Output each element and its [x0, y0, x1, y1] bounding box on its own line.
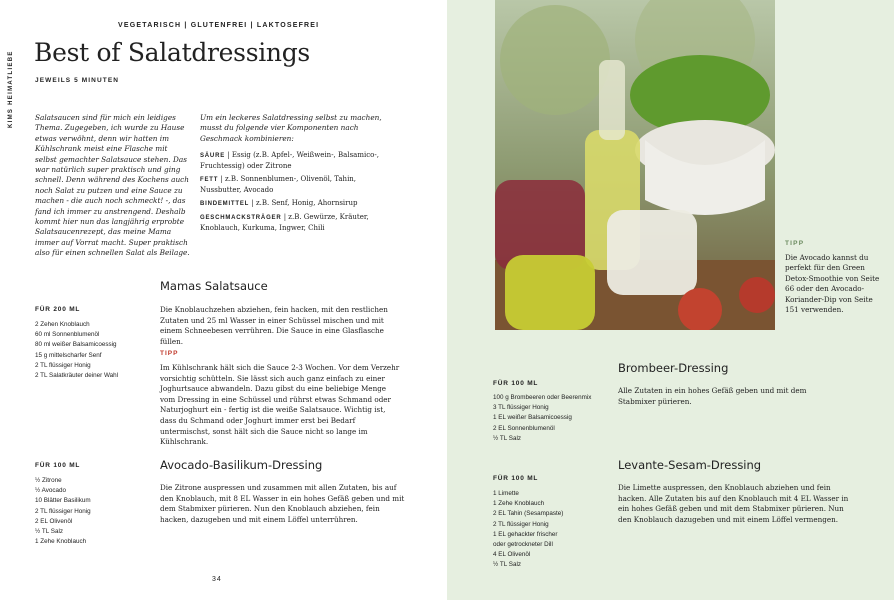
ingredients-brombeer: 100 g Brombeeren oder Beerenmix 3 TL flüssiger Honig 1 EL weißer Balsamicoessig 2 EL Sonnenblumenöl ½ TL Salz: [493, 394, 592, 442]
recipe-title-avocado: Avocado-Basilikum-Dressing: [160, 458, 323, 472]
page-number: 34: [212, 576, 222, 583]
tip-label-right: TIPP: [785, 240, 805, 247]
intro-right: Um ein leckeres Salatdressing selbst zu machen, musst du folgende vier Komponenten nach Geschmack kombinieren:: [200, 113, 382, 143]
intro-left: Salatsaucen sind für mich ein leidiges Thema. Zugegeben, ich wurde zu Hause etwas verwöhnt, denn wir hatten im Kühlschrank meist eine Flasche mit selbst gemachter Salatsauce stehen. Das war natürlich super praktisch und ging schnell. Denn während des Kochens auch noch Salat zu putzen und eine Sauce zu machen - die auch noch schmeckt! -, das fand ich immer zu anstrengend. Deshalb kommt hier nun das langjährig erprobte Salatsaucenrezept, das meine Mama immer auf Vorrat macht. Super praktisch also für einen schnellen Salat als Beilage.: [35, 113, 190, 258]
page-title: Best of Salatdressings: [34, 38, 310, 67]
tip-label-mama: TIPP: [160, 350, 179, 357]
recipe-title-levante: Levante-Sesam-Dressing: [618, 458, 762, 472]
recipe-title-brombeer: Brombeer-Dressing: [618, 361, 729, 375]
text-avocado: Die Zitrone auspressen und zusammen mit allen Zutaten, bis auf den Knoblauch, mit 8 EL Wasser in ein hohes Gefäß geben und mit dem Stabmixer pürieren. Nun den Knoblauch abziehen, fein hacken, dazugeben und mit einem Löffel unterrühren.: [160, 483, 405, 524]
amount-levante: FÜR 100 ML: [493, 475, 539, 482]
ingredients-mama: 2 Zehen Knoblauch 60 ml Sonnenblumenöl 80 ml weißer Balsamicoessig 15 g mittelscharfer Senf 2 TL flüssiger Honig 2 TL Salatkräuter deiner Wahl: [35, 321, 119, 380]
ingredients-avocado: ½ Zitrone ½ Avocado 10 Blätter Basilikum 2 TL flüssiger Honig 2 EL Olivenöl ½ TL Salz 1 Zehe Knoblauch: [35, 477, 91, 546]
component-binder: BINDEMITTEL | z.B. Senf, Honig, Ahornsirup: [200, 199, 358, 207]
text-brombeer: Alle Zutaten in ein hohes Gefäß geben und mit dem Stabmixer pürieren.: [618, 386, 807, 406]
amount-brombeer: FÜR 100 ML: [493, 380, 539, 387]
prep-time: JEWEILS 5 MINUTEN: [35, 77, 120, 84]
component-fat: FETT | z.B. Sonnenblumen-, Olivenöl, Tahin, Nussbutter, Avocado: [200, 175, 357, 195]
amount-mama: FÜR 200 ML: [35, 306, 81, 313]
side-label: KIMS HEIMATLIEBE: [8, 50, 14, 128]
tip-text-right: Die Avocado kannst du perfekt für den Green Detox-Smoothie von Seite 66 oder den Avocado-Koriander-Dip von Seite 151 verwenden.: [785, 253, 880, 315]
amount-avocado: FÜR 100 ML: [35, 462, 81, 469]
diet-tags: VEGETARISCH | GLUTENFREI | LAKTOSEFREI: [118, 22, 320, 29]
recipe-title-mama: Mamas Salatsauce: [160, 279, 268, 293]
component-flavor: GESCHMACKSTRÄGER | z.B. Gewürze, Kräuter, Knoblauch, Kurkuma, Ingwer, Chili: [200, 213, 369, 233]
ingredients-levante: 1 Limette 1 Zehe Knoblauch 2 EL Tahin (Sesampaste) 2 TL flüssiger Honig 1 EL gehackter frischer oder getrockneter Dill 4 EL Olivenöl ½ TL Salz: [493, 490, 564, 569]
component-acid: SÄURE | Essig (z.B. Apfel-, Weißwein-, Balsamico-, Fruchtessig) oder Zitrone: [200, 151, 379, 171]
text-levante: Die Limette auspressen, den Knoblauch abziehen und fein hacken. Alle Zutaten bis auf den Knoblauch mit 4 EL Wasser in ein hohes Gefäß geben und mit dem Stabmixer pürieren. Nun den Knoblauch dazugeben und mit einem Löffel vermengen.: [618, 483, 849, 524]
text-mama: Die Knoblauchzehen abziehen, fein hacken, mit den restlichen Zutaten und 25 ml Wasser in einer Schüssel mischen und mit einem Schneebesen verrühren. Die Sauce in eine Glasflasche füllen.: [160, 305, 388, 346]
dressings-photo: [495, 0, 775, 330]
tip-text-mama: Im Kühlschrank hält sich die Sauce 2-3 Wochen. Vor dem Verzehr vorsichtig schütteln. Sie lässt sich auch ganz einfach zu einer Joghurtsauce abwandeln. Dazu gibst du eine beliebige Menge vom Dressing in eine Schüssel und rührst etwas Schmand oder Naturjoghurt ein - fertig ist die weiße Salatsauce. Wichtig ist, dass du Schmand oder Joghurt immer erst bei Bedarf untermischst, sonst hält sich die Sauce nicht so lange im Kühlschrank.: [160, 363, 400, 447]
